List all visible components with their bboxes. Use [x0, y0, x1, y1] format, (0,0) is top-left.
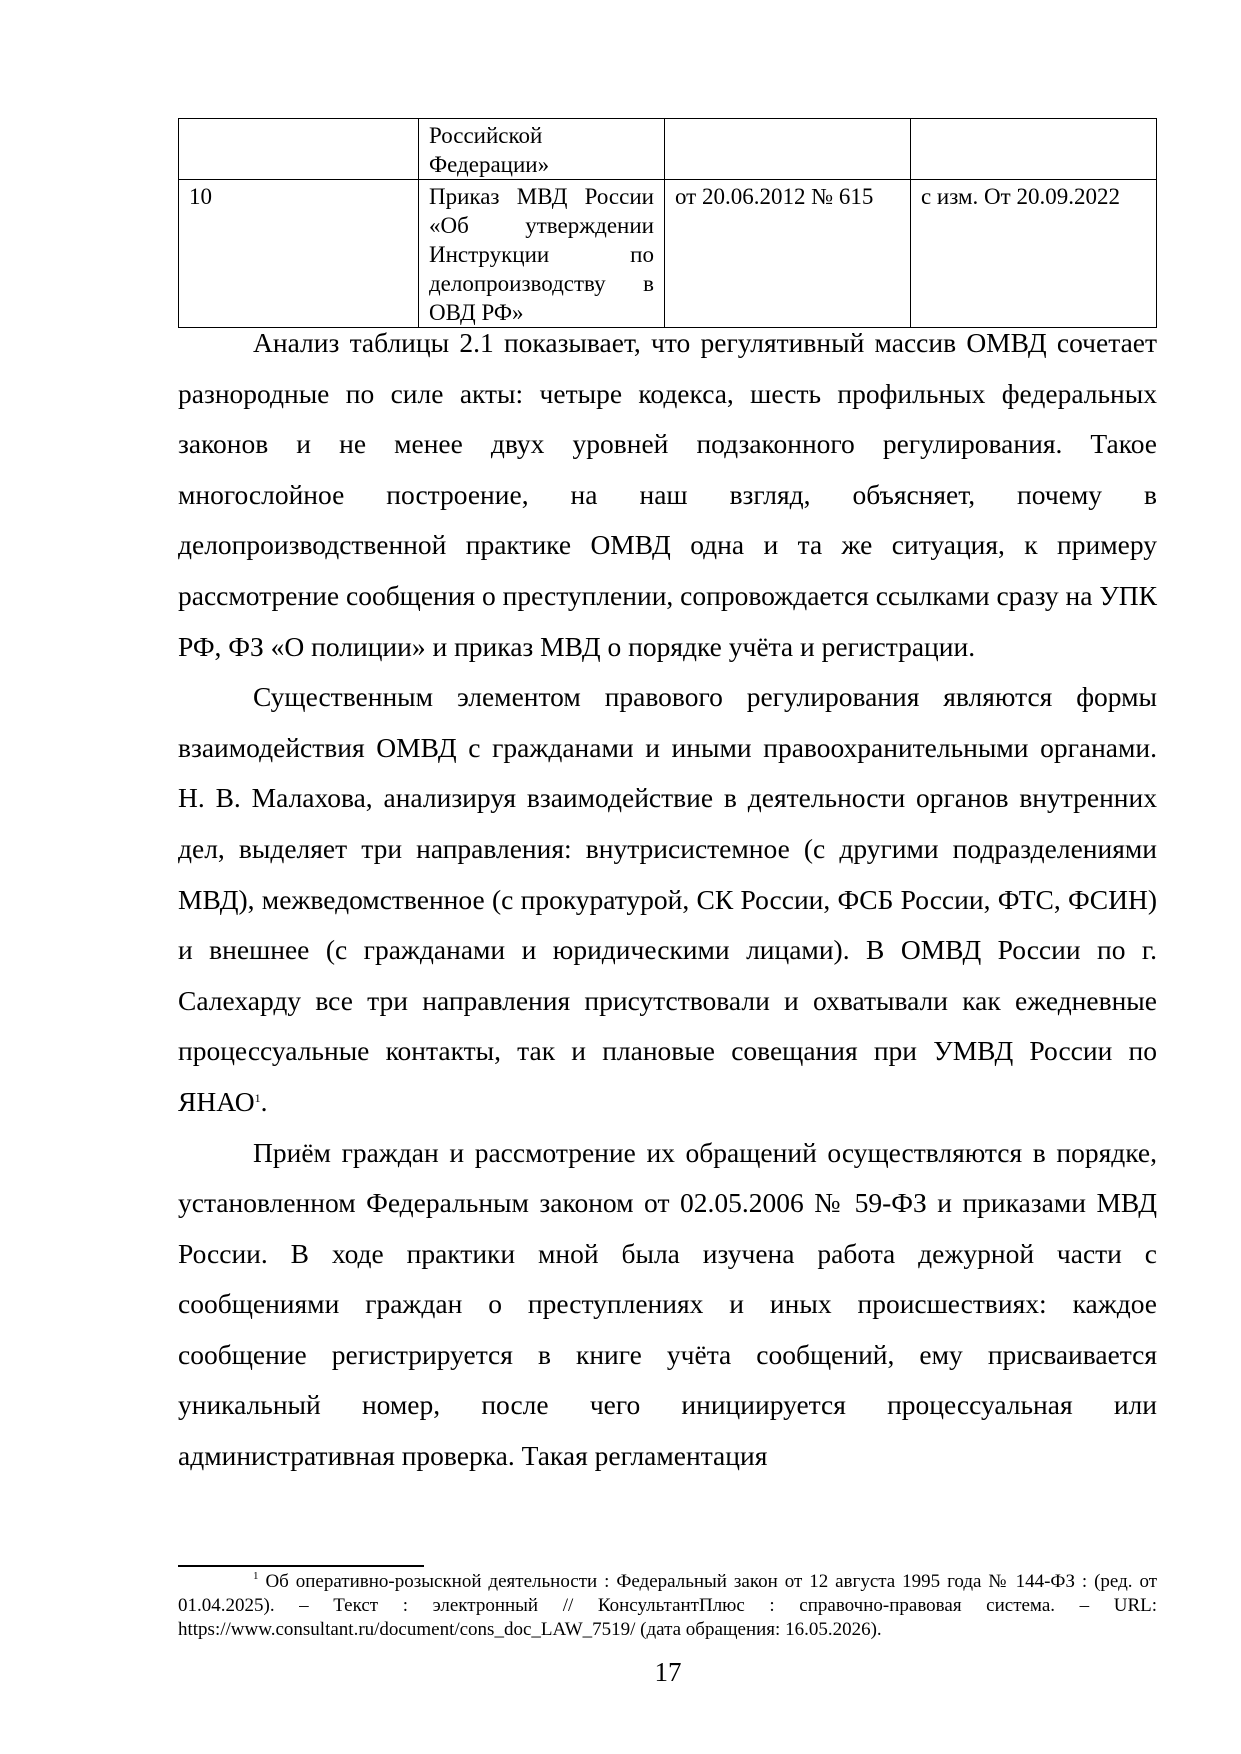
table-cell-title: Приказ МВД России «Об утверждении Инструкции по делопроизводству в ОВД РФ» [418, 180, 664, 328]
paragraph-text: Существенным элементом правового регулирования являются формы взаимодействия ОМВД с гражданами и иными правоохранительными органами. Н. В. Малахова, анализируя взаимодействие в деятельности органов внутренних дел, выделяет три направления: внутрисистемное (с другими подразделениями МВД), межведомственное (с прокуратурой, СК России, ФСБ России, ФТС, ФСИН) и внешнее (с гражданами и юридическими лицами). В ОМВД России по г. Салехарду все три направления присутствовали и охватывали как ежедневные процессуальные контакты, так и плановые совещания при УМВД России по ЯНАО [178, 681, 1157, 1117]
paragraph: Приём граждан и рассмотрение их обращений осуществляются в порядке, установленном Федеральным законом от 02.05.2006 № 59-ФЗ и приказами МВД России. В ходе практики мной была изучена работа дежурной части с сообщениями граждан о преступлениях и иных происшествиях: каждое сообщение регистрируется в книге учёта сообщений, ему присваивается уникальный номер, после чего инициируется процессуальная или административная проверка. Такая регламентация [178, 1136, 1157, 1472]
table-cell-date: от 20.06.2012 № 615 [664, 180, 910, 328]
table-cell-date [664, 119, 910, 180]
footnote-separator [178, 1565, 424, 1567]
table-cell-number: 10 [179, 180, 419, 328]
footnote-mark: 1 [253, 1570, 259, 1582]
table-cell-number [179, 119, 419, 180]
table [178, 118, 1157, 328]
table-row [179, 180, 1157, 328]
footnote-reference[interactable]: 1 [254, 1090, 261, 1105]
paragraph [178, 672, 1157, 1127]
footnote-text-block [178, 1570, 1157, 1642]
table-cell-note: с изм. От 20.09.2022 [910, 180, 1156, 328]
legal-acts-table [178, 118, 1157, 328]
paragraph-tail: . [260, 1085, 268, 1117]
page-number: 17 [654, 1657, 682, 1687]
table-row [179, 119, 1157, 180]
paragraph: Анализ таблицы 2.1 показывает, что регулятивный массив ОМВД сочетает разнородные по силе акты: четыре кодекса, шесть профильных федеральных законов и не менее двух уровней подзаконного регулирования. Такое многослойное построение, на наш взгляд, объясняет, почему в делопроизводственной практике ОМВД одна и та же ситуация, к примеру рассмотрение сообщения о преступлении, сопровождается ссылками сразу на УПК РФ, ФЗ «О полиции» и приказ МВД о порядке учёта и регистрации. [178, 327, 1157, 662]
body-text [178, 318, 1157, 1482]
footnote [178, 1570, 1157, 1642]
footnote-text: Об оперативно-розыскной деятельности : Федеральный закон от 12 августа 1995 года № 144-ФЗ : (ред. от 01.04.2025). – Текст : электронный // КонсультантПлюс : справочно-правовая система. – URL: https://www.consultant.ru/document/cons_doc_LAW_7519/ (дата обращения: 16.05.2026). [178, 1571, 1158, 1640]
table-cell-note [910, 119, 1156, 180]
table-cell-title: Российской Федерации» [418, 119, 664, 180]
